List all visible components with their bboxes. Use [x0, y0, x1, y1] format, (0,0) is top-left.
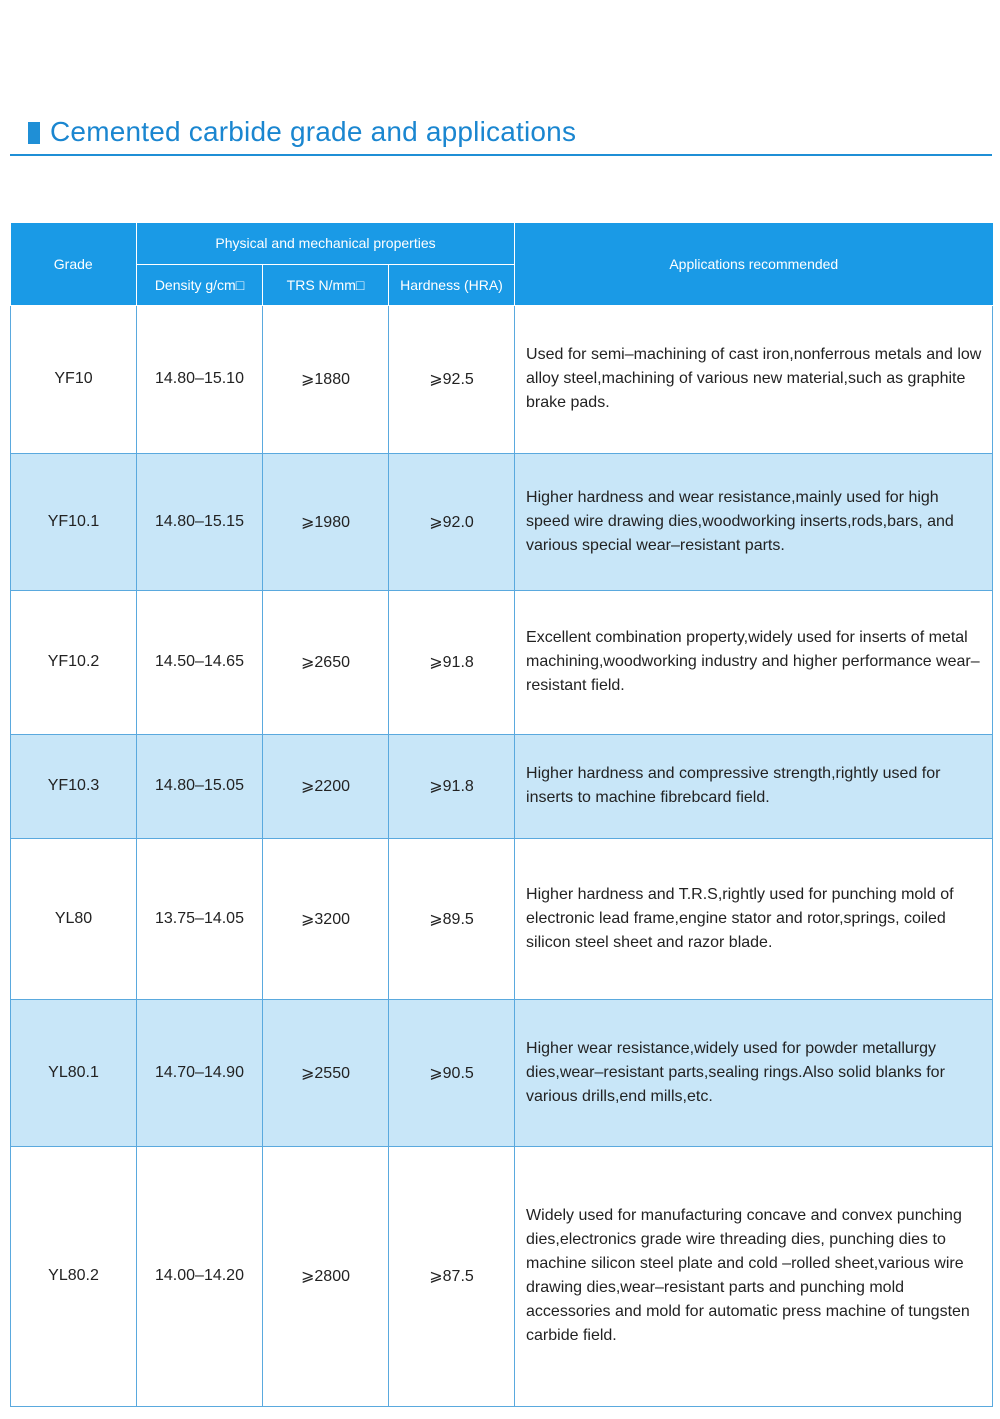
hardness-cell: ⩾90.5	[389, 999, 515, 1146]
density-cell: 14.70–14.90	[137, 999, 263, 1146]
density-cell: 14.00–14.20	[137, 1146, 263, 1406]
table-row	[11, 999, 993, 1146]
application-cell: Higher hardness and T.R.S,rightly used for punching mold of electronic lead frame,engine stator and rotor,springs, coiled silicon steel sheet and razor blade.	[515, 838, 993, 999]
trs-cell: ⩾1980	[263, 453, 389, 590]
table-row	[11, 734, 993, 838]
density-cell: 14.50–14.65	[137, 590, 263, 734]
header-applications: Applications recommended	[515, 223, 993, 305]
title-marker-icon	[28, 122, 40, 144]
grade-cell: YL80	[11, 838, 137, 999]
grade-cell: YF10.2	[11, 590, 137, 734]
trs-cell: ⩾2550	[263, 999, 389, 1146]
grade-cell: YL80.1	[11, 999, 137, 1146]
table-row	[11, 590, 993, 734]
application-cell: Excellent combination property,widely used for inserts of metal machining,woodworking industry and higher performance wear–resistant field.	[515, 590, 993, 734]
trs-cell: ⩾2200	[263, 734, 389, 838]
header-properties-group: Physical and mechanical properties	[137, 223, 515, 264]
grade-cell: YF10.3	[11, 734, 137, 838]
table-row	[11, 453, 993, 590]
density-cell: 14.80–15.10	[137, 305, 263, 453]
header-hardness: Hardness (HRA)	[389, 264, 515, 305]
trs-cell: ⩾1880	[263, 305, 389, 453]
trs-cell: ⩾2800	[263, 1146, 389, 1406]
table-row	[11, 838, 993, 999]
density-cell: 13.75–14.05	[137, 838, 263, 999]
header-trs: TRS N/mm□	[263, 264, 389, 305]
header-density: Density g/cm□	[137, 264, 263, 305]
header-grade: Grade	[11, 223, 137, 305]
hardness-cell: ⩾89.5	[389, 838, 515, 999]
application-cell: Higher wear resistance,widely used for powder metallurgy dies,wear–resistant parts,sealing rings.Also solid blanks for various drills,end mills,etc.	[515, 999, 993, 1146]
hardness-cell: ⩾92.5	[389, 305, 515, 453]
table-row	[11, 305, 993, 453]
grade-table	[10, 223, 993, 1407]
application-cell: Used for semi–machining of cast iron,nonferrous metals and low alloy steel,machining of various new material,such as graphite brake pads.	[515, 305, 993, 453]
hardness-cell: ⩾92.0	[389, 453, 515, 590]
title-bar	[10, 112, 992, 156]
trs-cell: ⩾3200	[263, 838, 389, 999]
grade-cell: YL80.2	[11, 1146, 137, 1406]
application-cell: Widely used for manufacturing concave and convex punching dies,electronics grade wire threading dies, punching dies to machine silicon steel plate and cold –rolled sheet,various wire drawing dies,wear–resistant parts and punching mold accessories and mold for automatic press machine of tungsten carbide field.	[515, 1146, 993, 1406]
page-title: Cemented carbide grade and applications	[50, 116, 577, 147]
grade-cell: YF10.1	[11, 453, 137, 590]
application-cell: Higher hardness and compressive strength,rightly used for inserts to machine fibrebcard field.	[515, 734, 993, 838]
application-cell: Higher hardness and wear resistance,mainly used for high speed wire drawing dies,woodworking inserts,rods,bars, and various special wear–resistant parts.	[515, 453, 993, 590]
table-row	[11, 1146, 993, 1406]
density-cell: 14.80–15.05	[137, 734, 263, 838]
density-cell: 14.80–15.15	[137, 453, 263, 590]
hardness-cell: ⩾91.8	[389, 734, 515, 838]
hardness-cell: ⩾91.8	[389, 590, 515, 734]
trs-cell: ⩾2650	[263, 590, 389, 734]
grade-cell: YF10	[11, 305, 137, 453]
hardness-cell: ⩾87.5	[389, 1146, 515, 1406]
